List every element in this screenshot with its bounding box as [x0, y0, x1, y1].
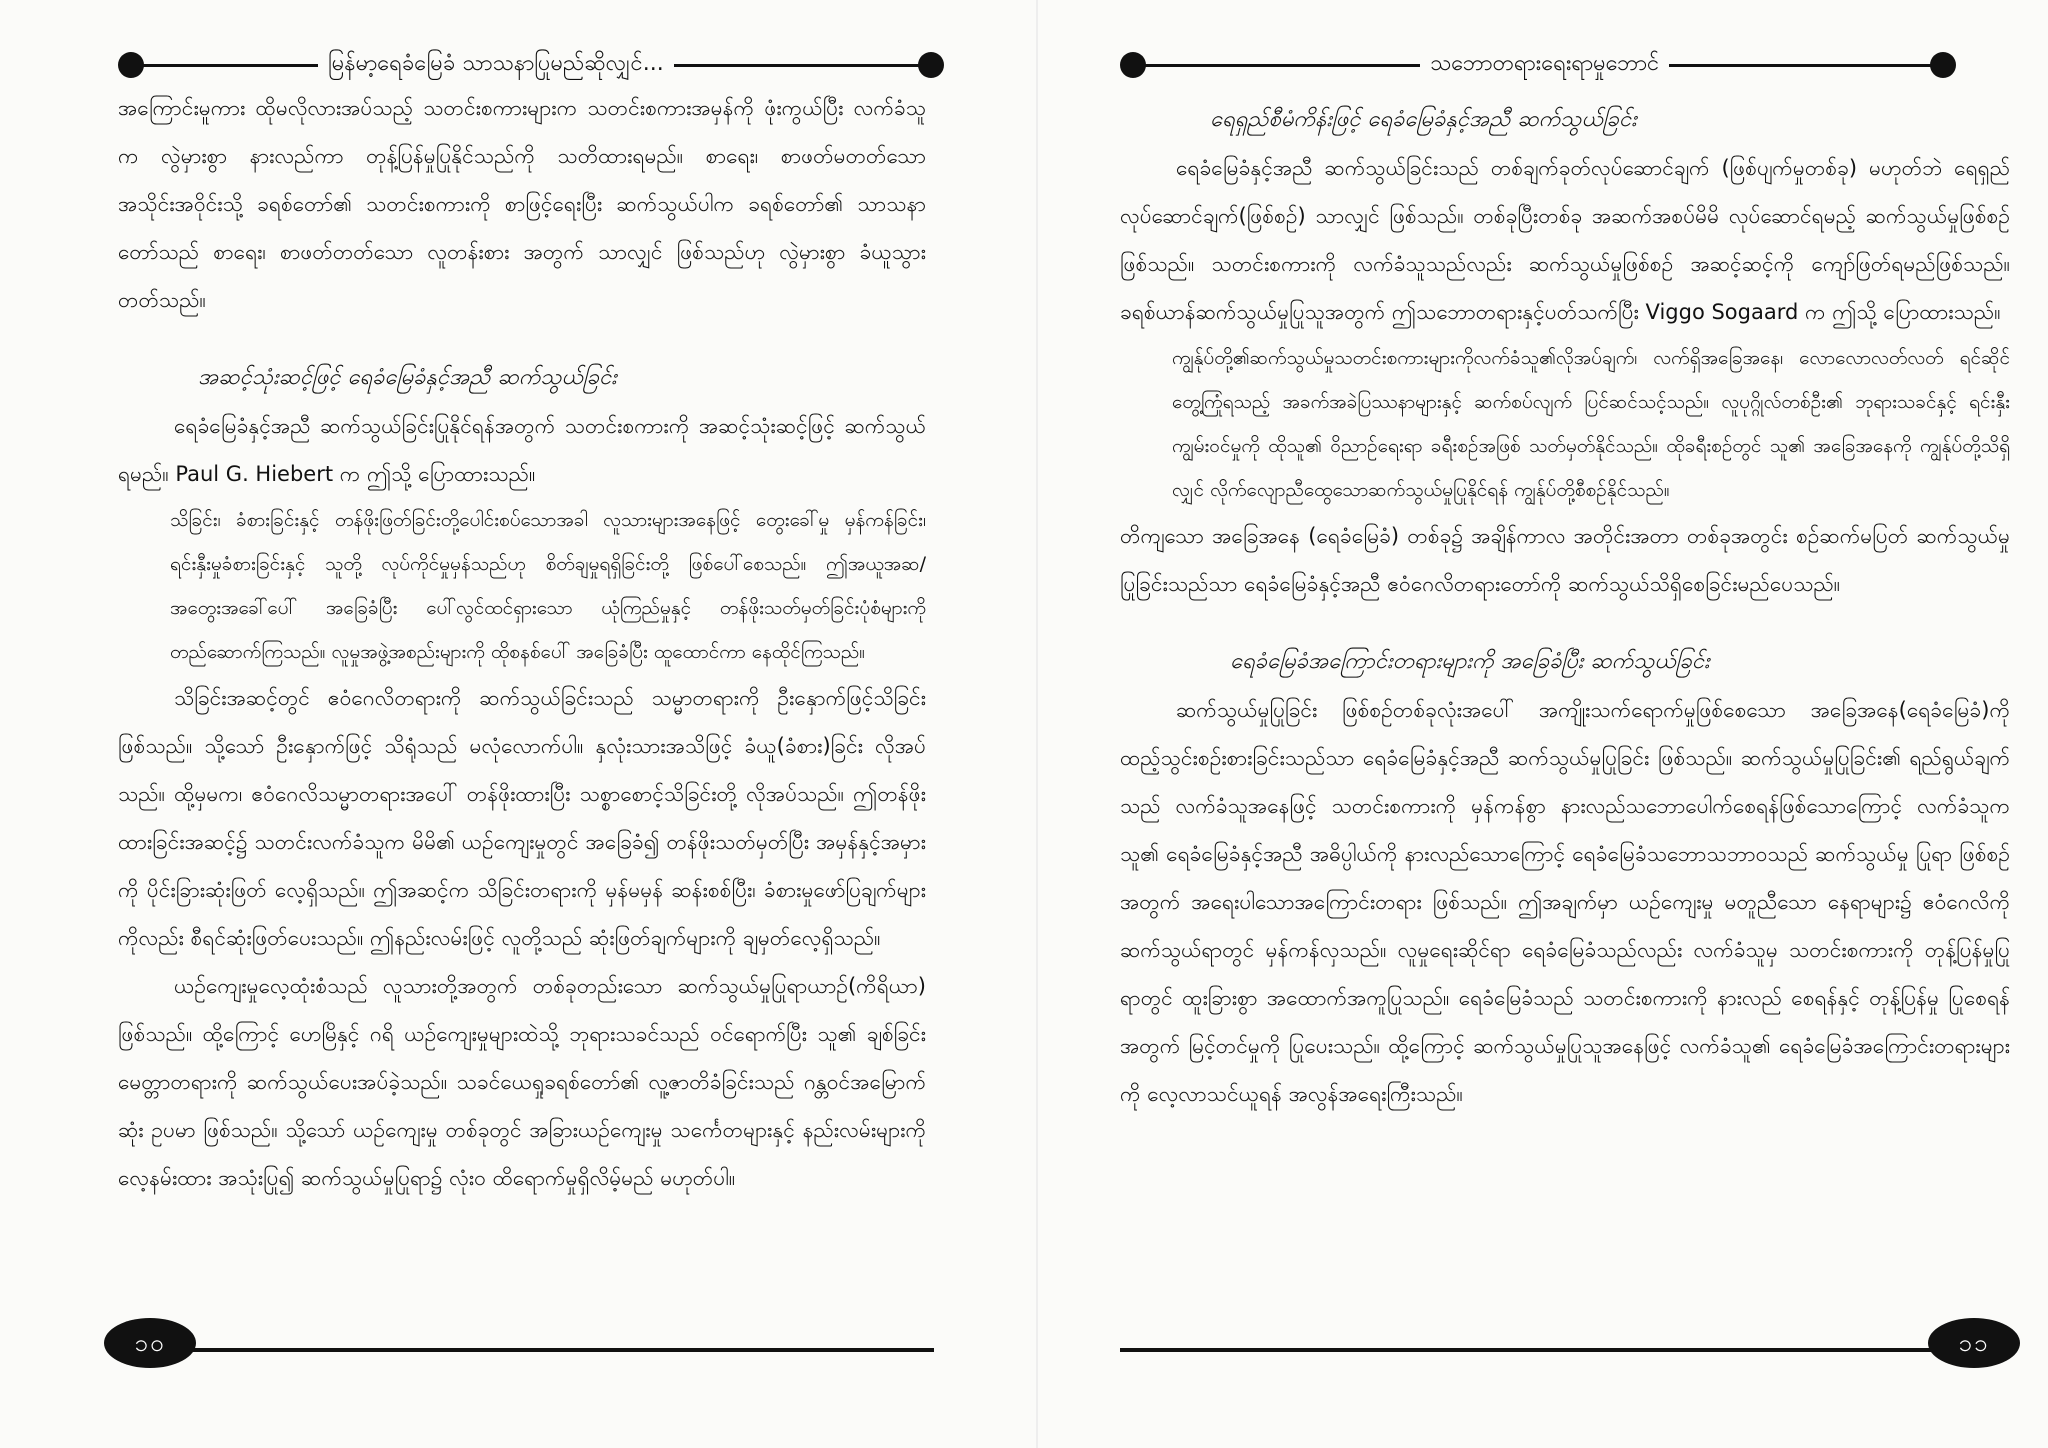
section-heading: အဆင့်သုံးဆင့်ဖြင့် ရေခံမြေခံနှင့်အညီ ဆက်သွယ်ခြင်း	[198, 365, 617, 390]
paragraph: ဆက်သွယ်မှုပြုခြင်း ဖြစ်စဉ်တစ်ခုလုံးအပေါ် အကျိုးသက်ရောက်မှုဖြစ်စေသော အခြေအနေ(ရေခံမြေခံ)ကို ထည့်သွင်းစဉ်းစားခြင်းသည်သာ ရေခံမြေခံနှင့်အညီ ဆက်သွယ်မှုပြုခြင်း ဖြစ်သည်။ ဆက်သွယ်မှုပြုခြင်း၏ ရည်ရွယ်ချက်သည် လက်ခံသူအနေဖြင့် သတင်းစကားကို မှန်ကန်စွာ နားလည်သဘောပေါက်စေရန်ဖြစ်သောကြောင့် လက်ခံသူက သူ၏ ရေခံမြေခံနှင့်အညီ အဓိပ္ပါယ်ကို နားလည်သောကြောင့် ရေခံမြေခံသဘောသဘာဝသည် ဆက်သွယ်မှု ပြုရာ ဖြစ်စဉ်အတွက် အရေးပါသောအကြောင်းတရား ဖြစ်သည်။ ဤအချက်မှာ ယဉ်ကျေးမှု မတူညီသော နေရာများ၌ ဧဝံဂေလိကို ဆက်သွယ်ရာတွင် မှန်ကန်လှသည်။ လူမှုရေးဆိုင်ရာ ရေခံမြေခံသည်လည်း လက်ခံသူမှ သတင်းစကားကို တုန့်ပြန်မှုပြုရာတွင် ထူးခြားစွာ အထောက်အကူပြုသည်။ ရေခံမြေခံသည် သတင်းစကားကို နားလည် စေရန်နှင့် တုန့်ပြန်မှု ပြုစေရန်အတွက် မြင့်တင်မှုကို ပြုပေးသည်။ ထို့ကြောင့် ဆက်သွယ်မှုပြုသူအနေဖြင့် လက်ခံသူ၏ ရေခံမြေခံအကြောင်းတရားများကို လေ့လာသင်ယူရန် အလွန်အရေးကြီးသည်။	[1120, 698, 2010, 1106]
page-gutter	[1036, 0, 1038, 1448]
page-number: ၁၁	[1928, 1318, 2020, 1368]
footer-rule	[144, 1348, 934, 1352]
block-quote: ကျွန်ုပ်တို့၏ဆက်သွယ်မှုသတင်းစကားများကိုလက်ခံသူ၏လိုအပ်ချက်၊ လက်ရှိအခြေအနေ၊ လောလောလတ်လတ် ရင်ဆိုင်တွေ့ကြုံရသည့် အခက်အခဲပြဿနာများနှင့် ဆက်စပ်လျက် ပြင်ဆင်သင့်သည်။ လူပုဂ္ဂိုလ်တစ်ဦး၏ ဘုရားသခင်နှင့် ရင်းနှီးကျွမ်းဝင်မှုကို ထိုသူ၏ ဝိညာဉ်ရေးရာ ခရီးစဉ်အဖြစ် သတ်မှတ်နိုင်သည်။ ထိုခရီးစဉ်တွင် သူ၏ အခြေအနေကို ကျွန်ုပ်တို့သိရှိလျှင် လိုက်လျောညီထွေသောဆက်သွယ်မှုပြုနိုင်ရန် ကျွန်ုပ်တို့စီစဉ်နိုင်သည်။	[1172, 347, 2010, 501]
right-header-title: သဘောတရားရေးရာမှုဘောင်	[1420, 48, 1669, 81]
left-header-title: မြန်မာ့ရေခံမြေခံ သာသနာပြုမည်ဆိုလျှင်...	[318, 48, 674, 81]
left-body	[118, 84, 926, 1202]
right-page	[1060, 0, 2048, 1448]
right-running-header	[1120, 46, 1950, 86]
paragraph: ရေခံမြေခံနှင့်အညီ ဆက်သွယ်ခြင်းသည် တစ်ချက်ခုတ်လုပ်ဆောင်ချက် (ဖြစ်ပျက်မှုတစ်ခု) မဟုတ်ဘဲ ရေရှည်လုပ်ဆောင်ချက်(ဖြစ်စဉ်) သာလျှင် ဖြစ်သည်။ တစ်ခုပြီးတစ်ခု အဆက်အစပ်မိမိ လုပ်ဆောင်ရမည့် ဆက်သွယ်မှုဖြစ်စဉ် ဖြစ်သည်။ သတင်းစကားကို လက်ခံသူသည်လည်း ဆက်သွယ်မှုဖြစ်စဉ် အဆင့်ဆင့်ကို ကျော်ဖြတ်ရမည်ဖြစ်သည်။ ခရစ်ယာန်ဆက်သွယ်မှုပြုသူအတွက် ဤသဘောတရားနှင့်ပတ်သက်ပြီး Viggo Sogaard က ဤသို့ ပြောထားသည်။	[1120, 156, 2010, 324]
header-dot-right	[1930, 52, 1956, 78]
right-footer	[1120, 1310, 2020, 1370]
paragraph: အကြောင်းမူကား ထိုမလိုလားအပ်သည့် သတင်းစကားများက သတင်းစကားအမှန်ကို ဖုံးကွယ်ပြီး လက်ခံသူက လွဲမှားစွာ နားလည်ကာ တုန့်ပြန်မှုပြုနိုင်သည်ကို သတိထားရမည်။ စာရေး၊ စာဖတ်မတတ်သော အသိုင်းအဝိုင်းသို့ ခရစ်တော်၏ သတင်းစကားကို စာဖြင့်ရေးပြီး ဆက်သွယ်ပါက ခရစ်တော်၏ သာသနာတော်သည် စာရေး၊ စာဖတ်တတ်သော လူတန်းစား အတွက် သာလျှင် ဖြစ်သည်ဟု လွဲမှားစွာ ခံယူသွားတတ်သည်။	[118, 96, 926, 312]
left-footer	[104, 1310, 934, 1370]
left-running-header	[118, 46, 938, 86]
section-heading: ရေခံမြေခံအကြောင်းတရားများကို အခြေခံပြီး ဆက်သွယ်ခြင်း	[1230, 649, 1710, 674]
right-body	[1120, 96, 2010, 1118]
paragraph: ယဉ်ကျေးမှုလေ့ထုံးစံသည် လူသားတို့အတွက် တစ်ခုတည်းသော ဆက်သွယ်မှုပြုရာယာဉ်(ကိရိယာ) ဖြစ်သည်။ ထို့ကြောင့် ဟေမြိနှင့် ဂရိ ယဉ်ကျေးမှုများထဲသို့ ဘုရားသခင်သည် ဝင်ရောက်ပြီး သူ၏ ချစ်ခြင်းမေတ္တာတရားကို ဆက်သွယ်ပေးအပ်ခဲ့သည်။ သခင်ယေရှုခရစ်တော်၏ လူ့ဇာတိခံခြင်းသည် ဂန္တဝင်အမြောက်ဆုံး ဥပမာ ဖြစ်သည်။ သို့သော် ယဉ်ကျေးမှု တစ်ခုတွင် အခြားယဉ်ကျေးမှု သင်္ကေတများနှင့် နည်းလမ်းများကို လေ့နမ်းထား အသုံးပြု၍ ဆက်သွယ်မှုပြုရာ၌ လုံးဝ ထိရောက်မှုရှိလိမ့်မည် မဟုတ်ပါ။	[118, 974, 926, 1190]
paragraph: တိကျသော အခြေအနေ (ရေခံမြေခံ) တစ်ခု၌ အချိန်ကာလ အတိုင်းအတာ တစ်ခုအတွင်း စဉ်ဆက်မပြတ် ဆက်သွယ်မှုပြုခြင်းသည်သာ ရေခံမြေခံနှင့်အညီ ဧဝံဂေလိတရားတော်ကို ဆက်သွယ်သိရှိစေခြင်းမည်ပေသည်။	[1120, 524, 2010, 596]
block-quote: သိခြင်း၊ ခံစားခြင်းနှင့် တန်ဖိုးဖြတ်ခြင်းတို့ပေါင်းစပ်သောအခါ လူသားများအနေဖြင့် တွေးခေါ်မှု မှန်ကန်ခြင်း၊ ရင်းနှီးမှုခံစားခြင်းနှင့် သူတို့ လုပ်ကိုင်မှုမှန်သည်ဟု စိတ်ချမှုရရှိခြင်းတို့ ဖြစ်ပေါ်စေသည်။ ဤအယူအဆ/အတွေးအခေါ်ပေါ် အခြေခံပြီး ပေါ်လွင်ထင်ရှားသော ယုံကြည်မှုနှင့် တန်ဖိုးသတ်မှတ်ခြင်းပုံစံများကို တည်ဆောက်ကြသည်။ လူမှုအဖွဲ့အစည်းများကို ထိုစနစ်ပေါ် အခြေခံပြီး ထူထောင်ကာ နေထိုင်ကြသည်။	[170, 509, 926, 663]
page-number: ၁၀	[104, 1318, 196, 1368]
paragraph: သိခြင်းအဆင့်တွင် ဧဝံဂေလိတရားကို ဆက်သွယ်ခြင်းသည် သမ္မာတရားကို ဦးနှောက်ဖြင့်သိခြင်း ဖြစ်သည်။ သို့သော် ဦးနှောက်ဖြင့် သိရုံသည် မလုံလောက်ပါ။ နှလုံးသားအသိဖြင့် ခံယူ(ခံစား)ခြင်း လိုအပ်သည်။ ထို့မှမက၊ ဧဝံဂေလိသမ္မာတရားအပေါ် တန်ဖိုးထားပြီး သစ္စာစောင့်သိခြင်းတို့ လိုအပ်သည်။ ဤတန်ဖိုးထားခြင်းအဆင့်၌ သတင်းလက်ခံသူက မိမိ၏ ယဉ်ကျေးမှုတွင် အခြေခံ၍ တန်ဖိုးသတ်မှတ်ပြီး အမှန်နှင့်အမှားကို ပိုင်းခြားဆုံးဖြတ် လေ့ရှိသည်။ ဤအဆင့်က သိခြင်းတရားကို မှန်မမှန် ဆန်းစစ်ပြီး၊ ခံစားမှုဖော်ပြချက်များကိုလည်း စီရင်ဆုံးဖြတ်ပေးသည်။ ဤနည်းလမ်းဖြင့် လူတို့သည် ဆုံးဖြတ်ချက်များကို ချမှတ်လေ့ရှိသည်။	[118, 686, 926, 950]
paragraph: ရေခံမြေခံနှင့်အညီ ဆက်သွယ်ခြင်းပြုနိုင်ရန်အတွက် သတင်းစကားကို အဆင့်သုံးဆင့်ဖြင့် ဆက်သွယ်ရမည်။ Paul G. Hiebert က ဤသို့ ပြောထားသည်။	[118, 414, 926, 486]
section-heading: ရေရှည်စီမံကိန်းဖြင့် ရေခံမြေခံနှင့်အညီ ဆက်သွယ်ခြင်း	[1210, 107, 1637, 132]
footer-rule	[1120, 1348, 1980, 1352]
header-dot-right	[918, 52, 944, 78]
